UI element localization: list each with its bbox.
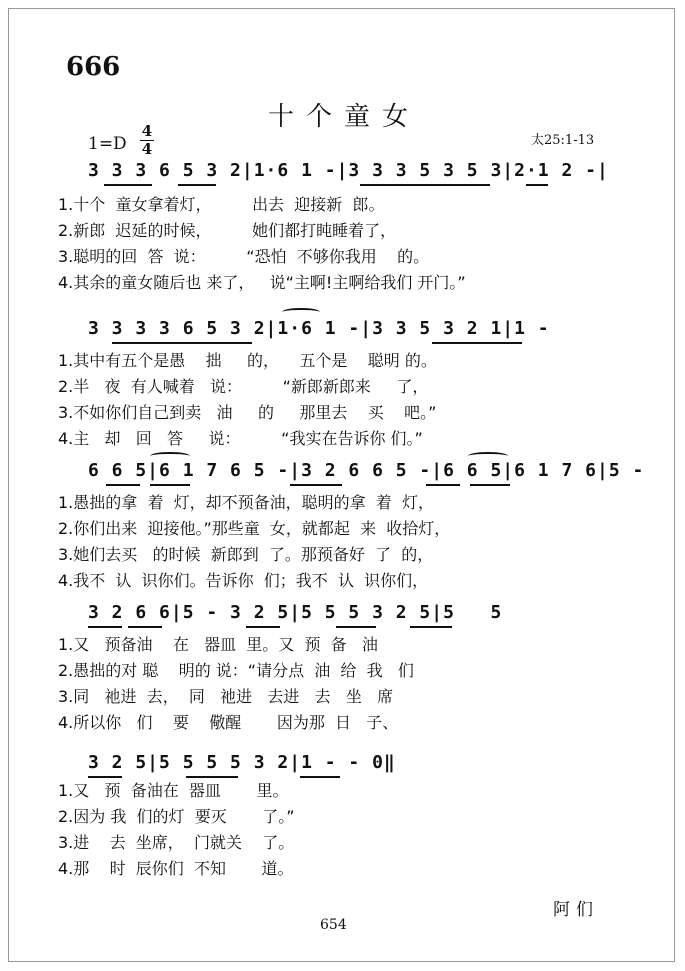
beam-underline [426,484,460,486]
lyric-line: 3.进 去 坐席， 门就关 了。 [58,833,295,852]
lyric-line: 3.聪明的回 答 说： “恐怕 不够你我用 的。 [58,247,430,266]
lyric-line: 1.十个 童女拿着灯， 出去 迎接新 郎。 [58,195,385,214]
lyric-line: 1.其中有五个是愚 拙 的， 五个是 聪明 的。 [58,351,437,370]
notation-line: 6 6 5|6 1 7 6 5 -|3 2 6 6 5 -|6 6 5|6 1 7 6|5 - [88,460,645,481]
lyric-line: 3.同 祂进 去， 同 祂进 去进 去 坐 席 [58,687,394,706]
lyric-line: 4.我不 认 识你们。告诉你 们；我不 认 识你们， [58,571,429,590]
beam-underline [526,184,548,186]
lyric-line: 3.不如你们自己到卖 油 的 那里去 买 吧。” [58,403,437,422]
slur-arc [282,308,320,316]
notation-line: 3 3 3 3 6 5 3 2|1·6 1 -|3 3 5 3 2 1|1 - [88,318,550,339]
time-signature-top: 4 [141,122,153,140]
lyric-line: 4.那 时 辰你们 不知 道。 [58,859,294,878]
beam-underline [150,484,190,486]
beam-underline [470,484,510,486]
scripture-reference: 太25:1-13 [531,133,595,148]
lyric-line: 2.因为 我 们的灯 要灭 了。” [58,807,295,826]
beam-underline [290,484,342,486]
time-signature [140,124,154,157]
beam-underline [178,184,216,186]
beam-underline [432,342,522,344]
beam-underline [128,626,162,628]
beam-underline [104,184,152,186]
lyric-line: 1.又 预备油 在 器皿 里。又 预 备 油 [58,635,378,654]
lyric-line: 1.愚拙的拿 着 灯，却不预备油，聪明的拿 着 灯， [58,493,434,512]
hymn-title: 十个童女 [268,102,421,132]
lyric-line: 4.主 却 回 答 说： “我实在告诉你 们。” [58,429,423,448]
slur-arc [150,452,190,460]
lyric-line: 2.新郎 迟延的时候， 她们都打盹睡着了， [58,221,397,240]
page-number: 654 [320,917,347,933]
beam-underline [360,184,490,186]
notation-line: 3 2 5|5 5 5 5 3 2|1 - - 0‖ [88,752,396,773]
beam-underline [106,484,140,486]
lyric-line: 4.其余的童女随后也 来了， 说“主啊!主啊给我们 开门。” [58,273,466,292]
lyric-line: 2.你们出来 迎接他。”那些童 女，就都起 来 收拾灯， [58,519,451,538]
lyric-line: 2.半 夜 有人喊着 说： “新郎新郎来 了， [58,377,429,396]
notation-line: 3 2 6 6|5 - 3 2 5|5 5 5 3 2 5|5 5 [88,602,503,623]
lyric-line: 2.愚拙的对 聪 明的 说：“请分点 油 给 我 们 [58,661,414,680]
amen-text: 阿们 [553,900,599,920]
slur-arc [468,452,508,460]
beam-underline [410,626,452,628]
lyric-line: 1.又 预 备油在 器皿 里。 [58,781,289,800]
beam-underline [300,776,340,778]
lyric-line: 4.所以你 们 要 儆醒 因为那 日 子、 [58,713,399,732]
beam-underline [246,626,280,628]
beam-underline [112,342,252,344]
time-signature-bottom: 4 [141,140,153,158]
beam-underline [336,626,376,628]
hymn-number: 666 [66,52,121,82]
key-signature: 1=D [88,134,127,154]
beam-underline [88,626,122,628]
notation-line: 3 3 3 6 5 3 2|1·6 1 -|3 3 3 5 3 5 3|2·1 2 -| [88,160,609,181]
lyric-line: 3.她们去买 的时候 新郎到 了。那预备好 了 的， [58,545,434,564]
